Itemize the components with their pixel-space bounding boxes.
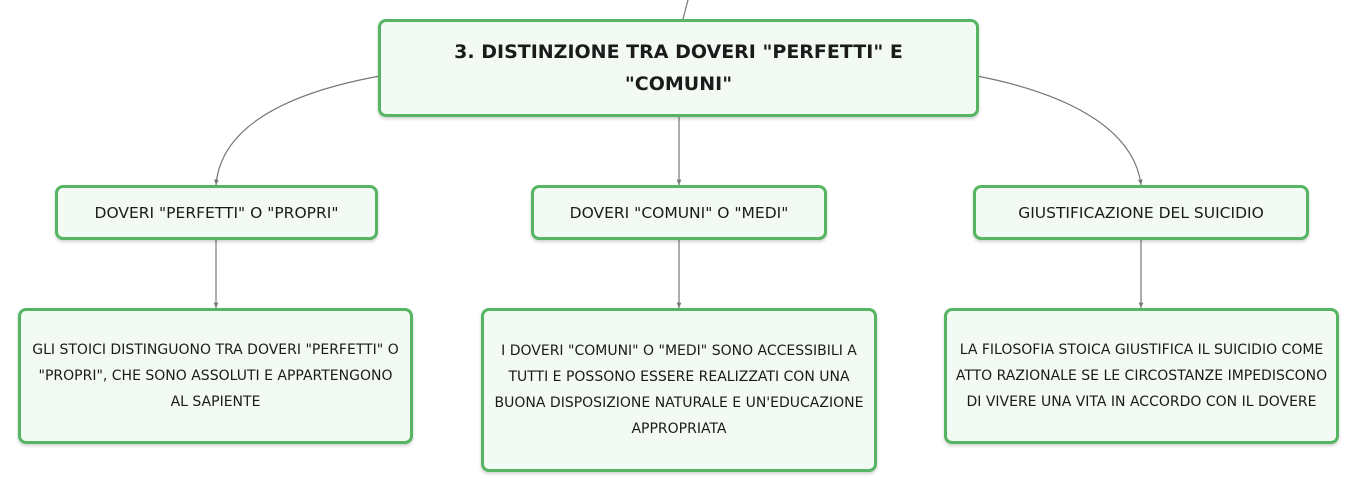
detail-text: I DOVERI "COMUNI" O "MEDI" SONO ACCESSIBILI A TUTTI E POSSONO ESSERE REALIZZATI CON UNA BUONA DISPOSIZIONE NATURALE E UN'EDUCAZIONE APPROPRIATA — [494, 343, 864, 437]
topic-label: GIUSTIFICAZIONE DEL SUICIDIO — [1018, 203, 1264, 222]
detail-node-suicide-justification[interactable] — [944, 308, 1339, 444]
detail-text: LA FILOSOFIA STOICA GIUSTIFICA IL SUICIDIO COME ATTO RAZIONALE SE LE CIRCOSTANZE IMPEDISCONO DI VIVERE UNA VITA IN ACCORDO CON IL DOVERE — [955, 342, 1328, 410]
root-title: 3. DISTINZIONE TRA DOVERI "PERFETTI" E "COMUNI" — [454, 41, 903, 95]
topic-label: DOVERI "PERFETTI" O "PROPRI" — [94, 203, 339, 222]
topic-node-suicide-justification[interactable] — [973, 185, 1309, 240]
detail-text: GLI STOICI DISTINGUONO TRA DOVERI "PERFETTI" O "PROPRI", CHE SONO ASSOLUTI E APPARTENGONO AL SAPIENTE — [32, 342, 399, 410]
detail-node-common-duties[interactable] — [481, 308, 877, 472]
detail-node-perfect-duties[interactable] — [18, 308, 413, 444]
topic-label: DOVERI "COMUNI" O "MEDI" — [569, 203, 789, 222]
root-node[interactable] — [378, 19, 979, 117]
connector-from-parent — [683, 0, 688, 19]
connector-root-to-topic-3 — [977, 76, 1141, 185]
topic-node-perfect-duties[interactable] — [55, 185, 378, 240]
connector-root-to-topic-1 — [216, 76, 380, 185]
topic-node-common-duties[interactable] — [531, 185, 827, 240]
